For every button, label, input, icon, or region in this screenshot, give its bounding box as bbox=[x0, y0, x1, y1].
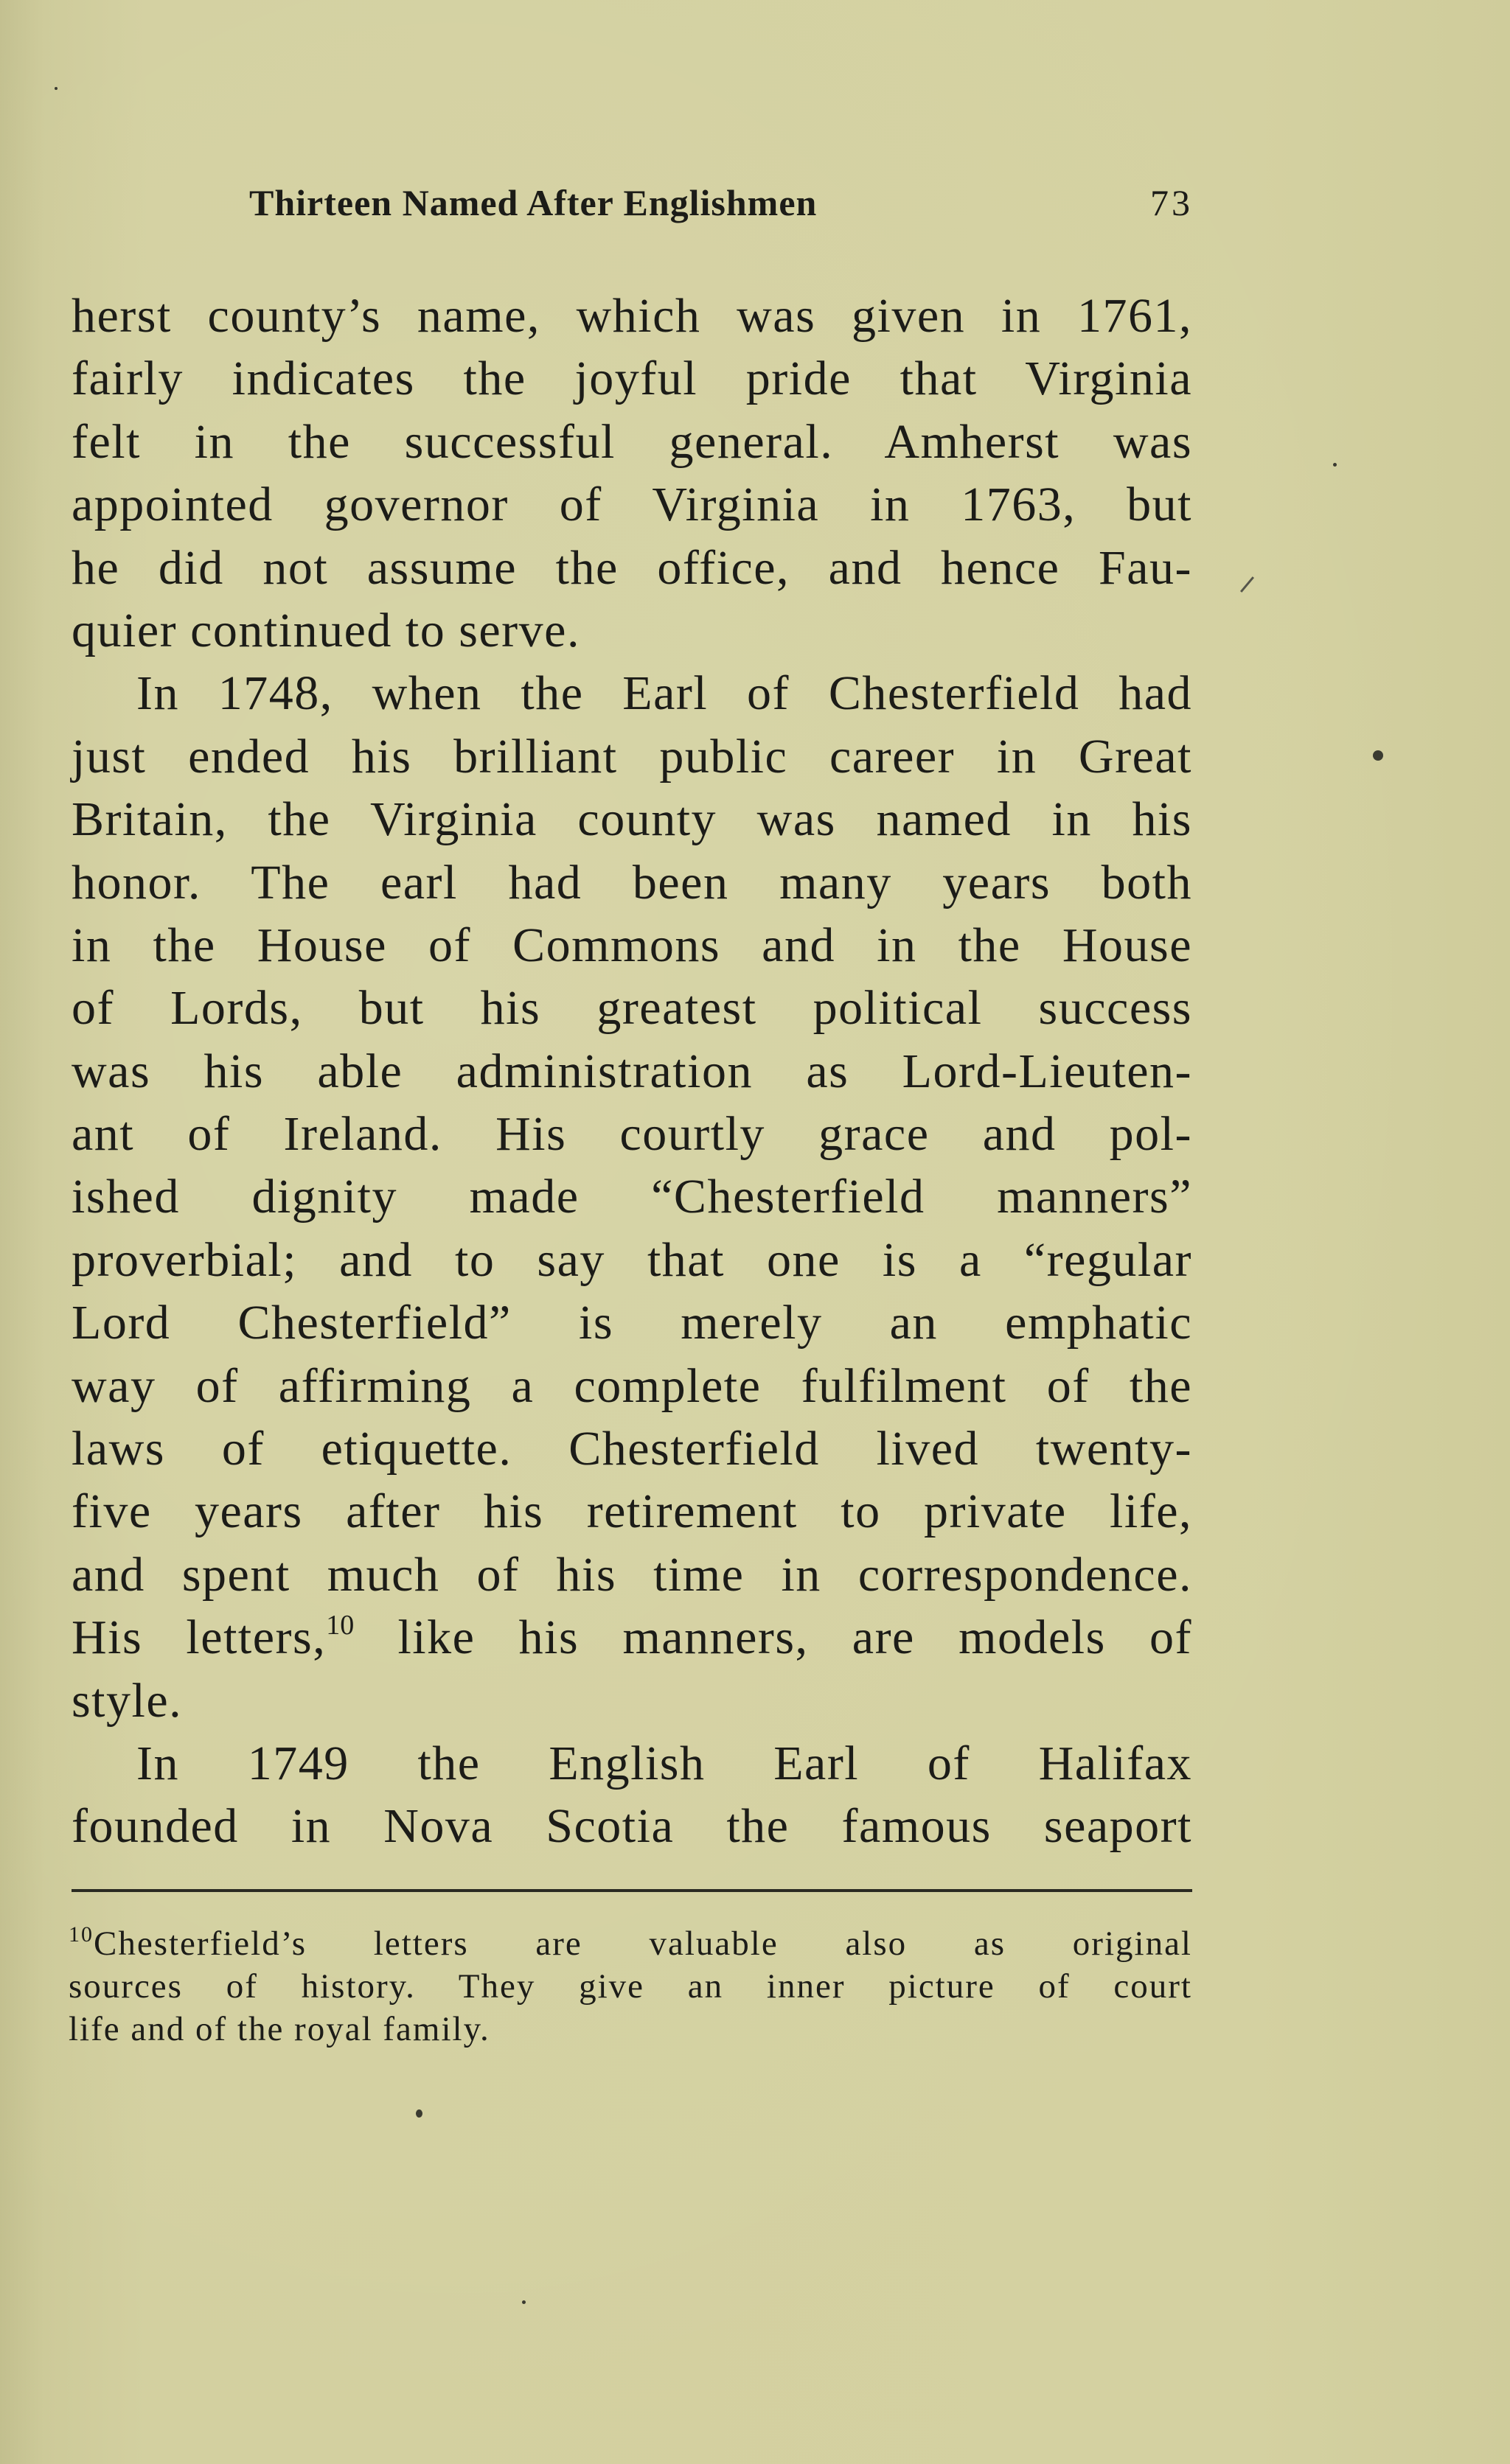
text-segment: like his manners, are models of bbox=[354, 1610, 1192, 1665]
page-speck bbox=[55, 87, 58, 90]
text-line: was his able administration as Lord-Lieuten- bbox=[72, 1044, 1192, 1098]
text-line: felt in the successful general. Amherst was bbox=[72, 414, 1192, 469]
page-number: 73 bbox=[1150, 182, 1193, 223]
page-speck bbox=[522, 2300, 526, 2304]
text-line: in the House of Commons and in the House bbox=[72, 918, 1192, 972]
text-line: fairly indicates the joyful pride that Virginia bbox=[72, 352, 1192, 406]
text-line-with-note bbox=[72, 1606, 1192, 1669]
text-segment: His letters, bbox=[72, 1610, 327, 1665]
text-line: way of affirming a complete fulfilment of the bbox=[72, 1358, 1192, 1413]
page-speck bbox=[416, 2109, 422, 2118]
text-line: style. bbox=[72, 1673, 183, 1728]
text-line: herst county’s name, which was given in 1761, bbox=[72, 289, 1192, 343]
text-line: In 1748, when the Earl of Chesterfield had bbox=[136, 666, 1192, 721]
text-line: just ended his brilliant public career in Great bbox=[72, 729, 1192, 783]
text-line: Britain, the Virginia county was named in his bbox=[72, 792, 1192, 847]
footnote-line bbox=[69, 1922, 1192, 1965]
running-head: Thirteen Named After Englishmen bbox=[249, 182, 818, 223]
footnote-reference: 10 bbox=[326, 1610, 355, 1641]
text-line: Lord Chesterfield” is merely an emphatic bbox=[72, 1296, 1192, 1350]
text-line: In 1749 the English Earl of Halifax bbox=[136, 1736, 1192, 1790]
footnote-text: Chesterfield’s letters are valuable also as original bbox=[94, 1924, 1192, 1963]
text-line: five years after his retirement to private life, bbox=[72, 1484, 1192, 1539]
text-line: founded in Nova Scotia the famous seaport bbox=[72, 1799, 1192, 1854]
page-blemish bbox=[1240, 576, 1254, 593]
text-line: of Lords, but his greatest political success bbox=[72, 981, 1192, 1036]
text-line: ant of Ireland. His courtly grace and pol- bbox=[72, 1107, 1192, 1162]
text-line: proverbial; and to say that one is a “regular bbox=[72, 1232, 1192, 1287]
text-line: appointed governor of Virginia in 1763, but bbox=[72, 478, 1192, 532]
text-line: ished dignity made “Chesterfield manners” bbox=[72, 1170, 1192, 1224]
page-speck bbox=[1333, 463, 1337, 467]
text-line: and spent much of his time in correspondence. bbox=[72, 1547, 1192, 1602]
footnote-marker: 10 bbox=[69, 1922, 94, 1947]
footnote-line: life and of the royal family. bbox=[69, 2010, 490, 2048]
body-text bbox=[72, 285, 1192, 1858]
text-line: he did not assume the office, and hence Fau- bbox=[72, 540, 1192, 595]
text-line: quier continued to serve. bbox=[72, 603, 580, 657]
page-speck bbox=[1373, 750, 1383, 761]
footnote-divider bbox=[72, 1889, 1192, 1892]
text-line: honor. The earl had been many years both bbox=[72, 855, 1192, 910]
footnote-line: sources of history. They give an inner picture of court bbox=[69, 1967, 1192, 2006]
page-header bbox=[249, 177, 1193, 228]
text-line: laws of etiquette. Chesterfield lived twenty- bbox=[72, 1422, 1192, 1476]
footnote bbox=[69, 1922, 1192, 2051]
